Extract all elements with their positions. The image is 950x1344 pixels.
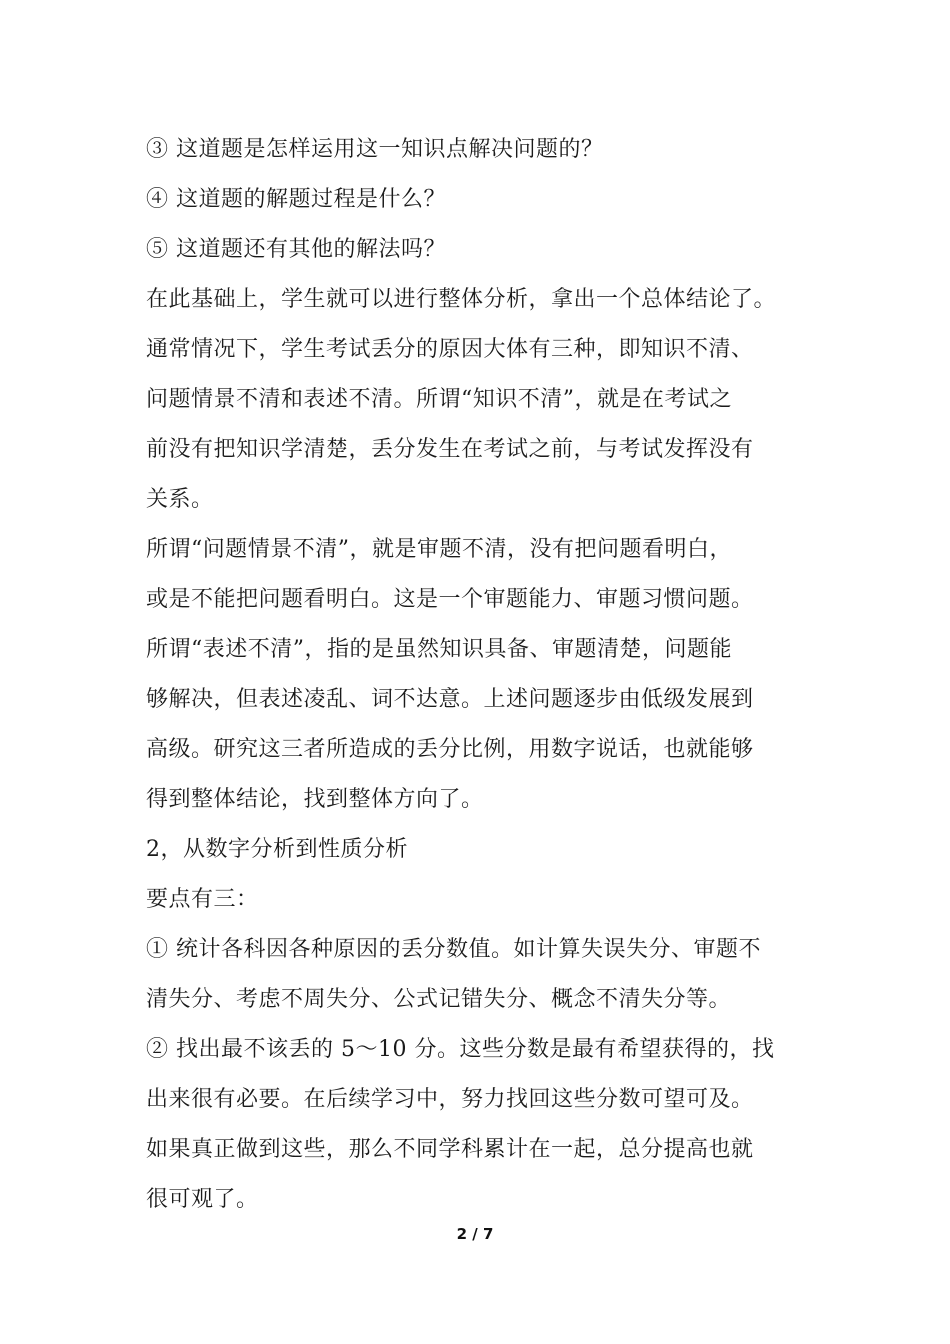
document-body <box>146 125 826 1225</box>
text-line: 前没有把知识学清楚，丢分发生在考试之前，与考试发挥没有 <box>146 437 754 462</box>
text-line: 出来很有必要。在后续学习中，努力找回这些分数可望可及。 <box>146 1087 754 1112</box>
text-line: 很可观了。 <box>146 1187 259 1212</box>
text-line: 所谓“表述不清”，指的是虽然知识具备、审题清楚，问题能 <box>146 637 732 662</box>
text-line: ④ 这道题的解题过程是什么？ <box>146 187 446 212</box>
text-line: 清失分、考虑不周失分、公式记错失分、概念不清失分等。 <box>146 987 732 1012</box>
text-line: ③ 这道题是怎样运用这一知识点解决问题的？ <box>146 137 604 162</box>
text-line: 得到整体结论，找到整体方向了。 <box>146 787 484 812</box>
text-line: 高级。研究这三者所造成的丢分比例，用数字说话，也就能够 <box>146 737 754 762</box>
text-line: 问题情景不清和表述不清。所谓“知识不清”，就是在考试之 <box>146 387 732 412</box>
text-line: 所谓“问题情景不清”，就是审题不清，没有把问题看明白， <box>146 537 732 562</box>
text-line: 在此基础上，学生就可以进行整体分析，拿出一个总体结论了。 <box>146 287 777 312</box>
text-line: 通常情况下，学生考试丢分的原因大体有三种，即知识不清、 <box>146 337 754 362</box>
text-line: 要点有三： <box>146 887 259 912</box>
page-indicator: 2 / 7 <box>456 1225 494 1243</box>
text-line: 够解决，但表述凌乱、词不达意。上述问题逐步由低级发展到 <box>146 687 754 712</box>
text-line: ⑤ 这道题还有其他的解法吗？ <box>146 237 446 262</box>
section-heading: 2，从数字分析到性质分析 <box>146 837 408 862</box>
text-line: 或是不能把问题看明白。这是一个审题能力、审题习惯问题。 <box>146 587 754 612</box>
text-line: 关系。 <box>146 487 214 512</box>
text-line: 如果真正做到这些，那么不同学科累计在一起，总分提高也就 <box>146 1137 754 1162</box>
text-line: ② 找出最不该丢的 5～10 分。这些分数是最有希望获得的，找 <box>146 1037 775 1062</box>
text-line: ① 统计各科因各种原因的丢分数值。如计算失误失分、审题不 <box>146 937 761 962</box>
